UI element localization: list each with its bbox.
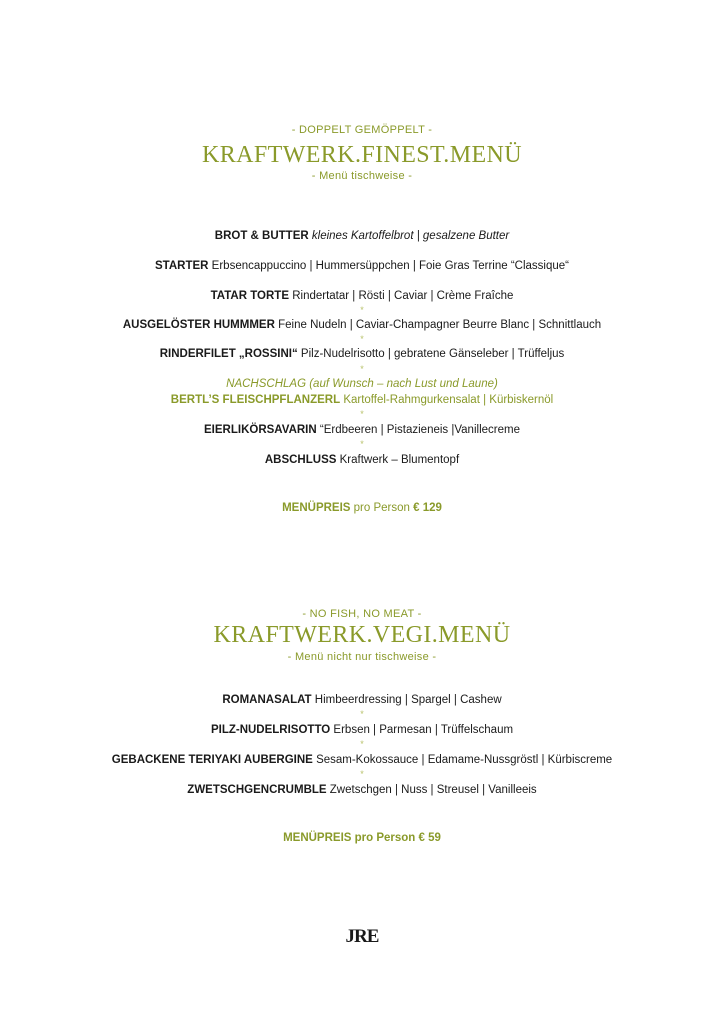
course-desc: Himbeerdressing | Spargel | Cashew [314, 694, 502, 706]
price-value: € 129 [413, 502, 442, 514]
course-desc: Kartoffel-Rahmgurkensalat | Kürbiskernöl [343, 394, 554, 406]
menu1-note: - Menü tischweise - [311, 170, 413, 182]
course-desc: kleines Kartoffelbrot | gesalzene Butter [311, 230, 510, 242]
separator-dot: * [360, 739, 364, 749]
course-name: RINDERFILET „ROSSINI“ [159, 348, 298, 360]
menu2-note: - Menü nicht nur tischweise - [287, 651, 437, 663]
course-name: BROT & BUTTER [214, 230, 309, 242]
menu1-extra-note [0, 378, 724, 390]
menu1-kicker: - DOPPELT GEMÖPPELT - [291, 124, 433, 136]
course-desc: Erbsencappuccino | Hummersüppchen | Foie Gras Terrine “Classique“ [211, 260, 569, 272]
menu1-price [0, 502, 724, 514]
separator-dot: * [360, 334, 364, 344]
menu2-kicker: - NO FISH, NO MEAT - [302, 608, 422, 620]
menu1-course-3 [0, 290, 724, 302]
course-name: ROMANASALAT [222, 694, 312, 706]
menu1-course-8 [0, 454, 724, 466]
course-name: GEBACKENE TERIYAKI AUBERGINE [111, 754, 313, 766]
separator-dot: * [360, 409, 364, 419]
separator-dot: * [360, 769, 364, 779]
menu1-course-7 [0, 424, 724, 436]
menu2-price [0, 832, 724, 844]
course-desc: Sesam-Kokossauce | Edamame-Nussgröstl | Kürbiscreme [316, 754, 613, 766]
menu2-title: KRAFTWERK.VEGI.MENÜ [213, 622, 511, 648]
course-desc: Kraftwerk – Blumentopf [339, 454, 460, 466]
course-name: STARTER [155, 260, 209, 272]
menu2-course-2 [0, 724, 724, 736]
course-desc: “Erdbeeren | Pistazieneis |Vanillecreme [319, 424, 520, 436]
menu1-course-6 [0, 394, 724, 406]
menu1-course-1 [0, 230, 724, 242]
menu1-title: KRAFTWERK.FINEST.MENÜ [202, 142, 522, 168]
course-desc: Erbsen | Parmesan | Trüffelschaum [333, 724, 514, 736]
menu2-course-3 [0, 754, 724, 766]
course-desc: Feine Nudeln | Caviar-Champagner Beurre Blanc | Schnittlauch [278, 319, 602, 331]
course-name: EIERLIKÖRSAVARIN [204, 424, 317, 436]
course-desc: Zwetschgen | Nuss | Streusel | Vanilleeis [329, 784, 537, 796]
course-name: BERTL’S FLEISCHPFLANZERL [170, 394, 341, 406]
course-name: ZWETSCHGENCRUMBLE [187, 784, 327, 796]
menu2-course-4 [0, 784, 724, 796]
separator-dot: * [360, 305, 364, 315]
course-name: TATAR TORTE [210, 290, 290, 302]
price-label: MENÜPREIS [282, 502, 351, 514]
menu1-course-2 [0, 260, 724, 272]
menu2-course-1 [0, 694, 724, 706]
course-desc: Pilz-Nudelrisotto | gebratene Gänseleber | Trüffeljus [300, 348, 565, 360]
course-desc: Rindertatar | Rösti | Caviar | Crème Fraîche [292, 290, 514, 302]
separator-dot: * [360, 709, 364, 719]
course-name: PILZ-NUDELRISOTTO [210, 724, 331, 736]
separator-dot: * [360, 364, 364, 374]
menu1-course-5 [0, 348, 724, 360]
price-text: pro Person [353, 502, 410, 514]
extra-note-text: NACHSCHLAG (auf Wunsch – nach Lust und Laune) [226, 378, 498, 390]
course-name: AUSGELÖSTER HUMMMER [122, 319, 275, 331]
separator-dot: * [360, 439, 364, 449]
price-text: MENÜPREIS pro Person € 59 [283, 832, 441, 844]
jre-logo: JRE [345, 926, 379, 947]
menu1-course-4 [0, 319, 724, 331]
course-name: ABSCHLUSS [264, 454, 337, 466]
